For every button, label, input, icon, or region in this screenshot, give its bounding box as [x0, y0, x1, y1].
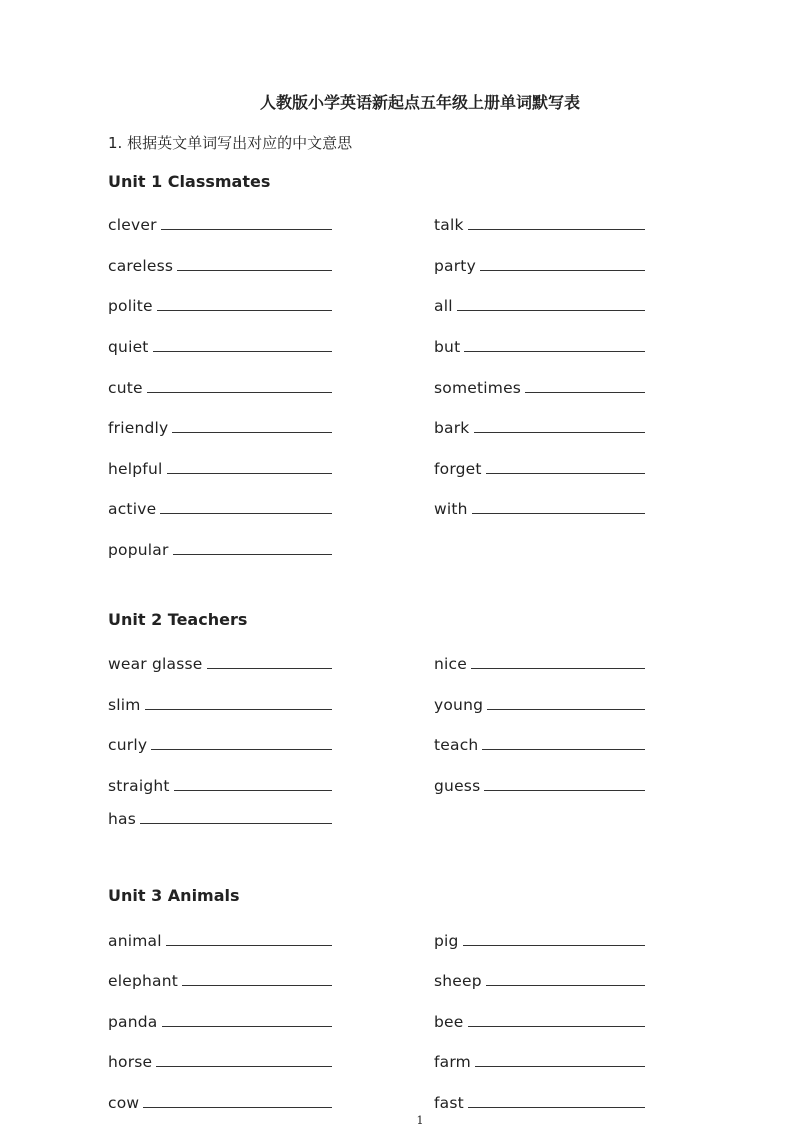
vocab-row [108, 413, 332, 437]
unit-2-heading: Unit 2 Teachers [108, 610, 248, 629]
vocab-row [108, 926, 332, 950]
vocab-row [108, 291, 332, 315]
vocab-row [434, 413, 645, 437]
vocab-word: popular [108, 541, 169, 559]
answer-blank[interactable] [472, 513, 645, 514]
answer-blank[interactable] [474, 432, 645, 433]
vocab-row [434, 966, 645, 990]
vocab-row [434, 771, 645, 795]
vocab-row [108, 332, 332, 356]
vocab-word: bark [434, 419, 470, 437]
vocab-word: careless [108, 257, 174, 275]
vocab-row [108, 730, 332, 754]
answer-blank[interactable] [480, 270, 645, 271]
vocab-word: party [434, 257, 476, 275]
vocab-row [434, 1007, 645, 1031]
vocab-row [108, 373, 332, 397]
vocab-word: all [434, 297, 453, 315]
answer-blank[interactable] [207, 668, 332, 669]
answer-blank[interactable] [486, 985, 645, 986]
vocab-word: curly [108, 736, 148, 754]
vocab-word: horse [108, 1053, 153, 1071]
answer-blank[interactable] [464, 351, 645, 352]
answer-blank[interactable] [157, 310, 332, 311]
answer-blank[interactable] [172, 432, 332, 433]
answer-blank[interactable] [174, 790, 332, 791]
vocab-word: sometimes [434, 379, 522, 397]
vocab-row [108, 1047, 332, 1071]
answer-blank[interactable] [147, 392, 332, 393]
answer-blank[interactable] [486, 473, 645, 474]
vocab-row [434, 373, 645, 397]
vocab-word: teach [434, 736, 479, 754]
vocab-row [434, 210, 645, 234]
page-number: 1 [416, 1114, 424, 1127]
answer-blank[interactable] [151, 749, 332, 750]
vocab-word: fast [434, 1094, 464, 1112]
vocab-word: panda [108, 1013, 158, 1031]
vocab-row [108, 966, 332, 990]
vocab-word: cow [108, 1094, 140, 1112]
answer-blank[interactable] [177, 270, 332, 271]
answer-blank[interactable] [468, 1107, 645, 1108]
answer-blank[interactable] [166, 945, 332, 946]
unit-1-heading: Unit 1 Classmates [108, 172, 271, 191]
vocab-row [434, 251, 645, 275]
vocab-word: nice [434, 655, 467, 673]
vocab-word: young [434, 696, 484, 714]
answer-blank[interactable] [161, 229, 332, 230]
vocab-row [108, 210, 332, 234]
vocab-word: has [108, 810, 136, 828]
vocab-row [434, 1047, 645, 1071]
answer-blank[interactable] [457, 310, 645, 311]
answer-blank[interactable] [182, 985, 332, 986]
answer-blank[interactable] [475, 1066, 645, 1067]
answer-blank[interactable] [468, 1026, 645, 1027]
vocab-row [108, 804, 332, 828]
vocab-row [108, 649, 332, 673]
answer-blank[interactable] [153, 351, 332, 352]
unit-3-heading: Unit 3 Animals [108, 886, 240, 905]
answer-blank[interactable] [487, 709, 645, 710]
vocab-row [434, 1088, 645, 1112]
instruction: 1. 根据英文单词写出对应的中文意思 [108, 134, 353, 152]
vocab-word: friendly [108, 419, 169, 437]
answer-blank[interactable] [160, 513, 332, 514]
answer-blank[interactable] [162, 1026, 332, 1027]
vocab-row [434, 332, 645, 356]
answer-blank[interactable] [471, 668, 645, 669]
vocab-word: forget [434, 460, 482, 478]
answer-blank[interactable] [484, 790, 645, 791]
answer-blank[interactable] [140, 823, 332, 824]
vocab-row [108, 454, 332, 478]
vocab-word: sheep [434, 972, 482, 990]
vocab-row [108, 771, 332, 795]
vocab-word: talk [434, 216, 464, 234]
vocab-row [108, 494, 332, 518]
answer-blank[interactable] [173, 554, 332, 555]
page-title: 人教版小学英语新起点五年级上册单词默写表 [259, 93, 580, 112]
vocab-row [434, 454, 645, 478]
vocab-row [108, 535, 332, 559]
vocab-row [434, 649, 645, 673]
vocab-word: polite [108, 297, 153, 315]
vocab-word: guess [434, 777, 481, 795]
vocab-word: helpful [108, 460, 163, 478]
vocab-word: but [434, 338, 461, 356]
vocab-row [108, 1007, 332, 1031]
answer-blank[interactable] [145, 709, 332, 710]
vocab-row [108, 1088, 332, 1112]
vocab-word: straight [108, 777, 170, 795]
vocab-row [434, 494, 645, 518]
vocab-word: pig [434, 932, 459, 950]
vocab-word: farm [434, 1053, 471, 1071]
answer-blank[interactable] [463, 945, 645, 946]
vocab-row [434, 730, 645, 754]
answer-blank[interactable] [143, 1107, 332, 1108]
vocab-word: elephant [108, 972, 179, 990]
vocab-row [108, 251, 332, 275]
answer-blank[interactable] [167, 473, 332, 474]
vocab-row [108, 690, 332, 714]
vocab-word: slim [108, 696, 141, 714]
vocab-word: active [108, 500, 157, 518]
answer-blank[interactable] [525, 392, 645, 393]
vocab-row [434, 291, 645, 315]
vocab-row [434, 926, 645, 950]
vocab-word: clever [108, 216, 157, 234]
answer-blank[interactable] [468, 229, 645, 230]
vocab-word: bee [434, 1013, 464, 1031]
vocab-word: animal [108, 932, 162, 950]
answer-blank[interactable] [156, 1066, 332, 1067]
vocab-row [434, 690, 645, 714]
vocab-word: quiet [108, 338, 149, 356]
answer-blank[interactable] [482, 749, 645, 750]
vocab-word: wear glasse [108, 655, 203, 673]
vocab-word: cute [108, 379, 143, 397]
vocab-word: with [434, 500, 468, 518]
